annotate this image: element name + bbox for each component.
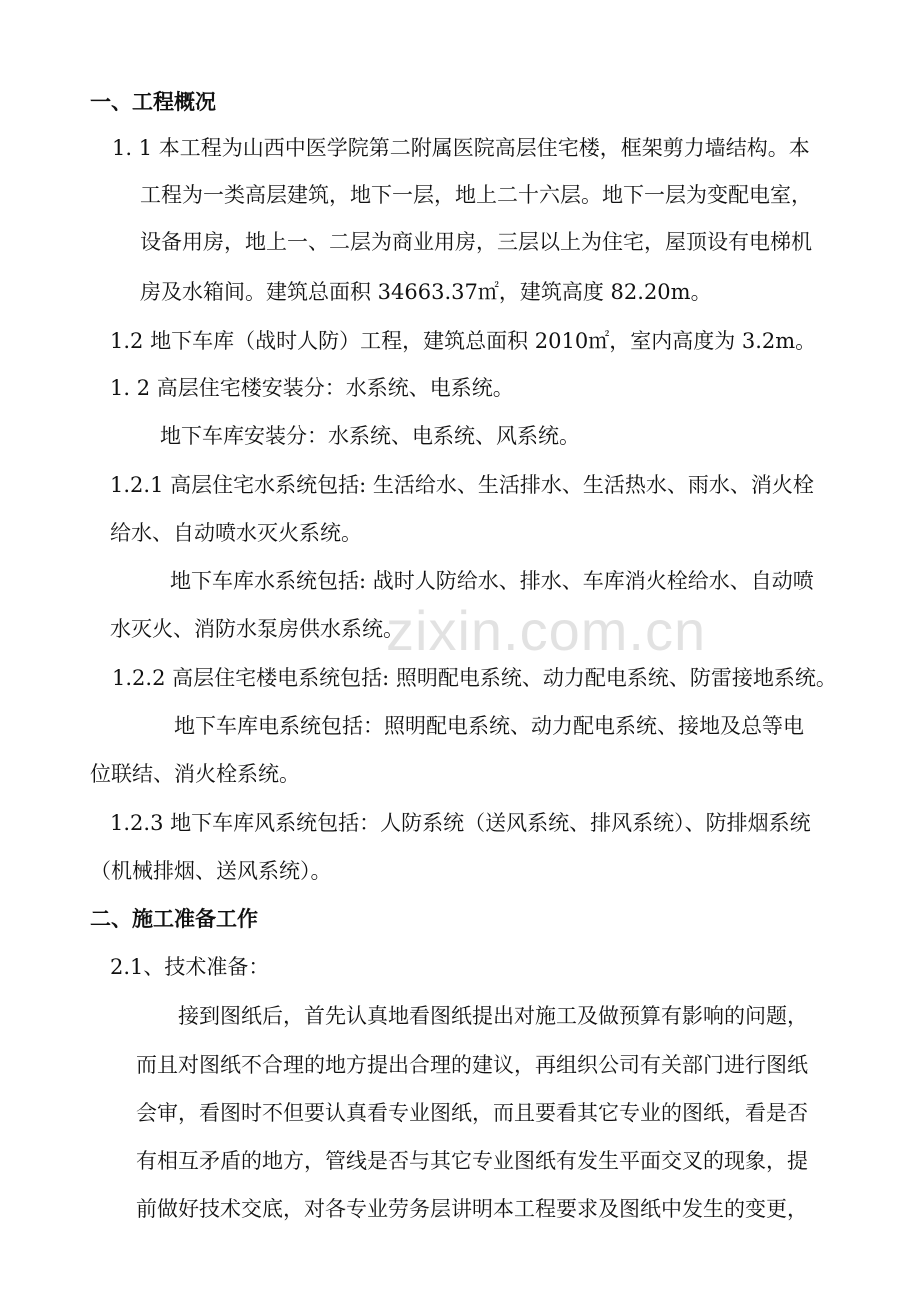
paragraph-line: 1.2 地下车库（战时人防）工程，建筑总面积 2010㎡，室内高度为 3.2m。 bbox=[110, 329, 817, 353]
paragraph-line: （机械排烟、送风系统）。 bbox=[90, 859, 332, 883]
paragraph-line: 设备用房，地上一、二层为商业用房，三层以上为住宅，屋顶设有电梯机 bbox=[140, 230, 812, 254]
paragraph-line: 1.2.2 高层住宅楼电系统包括: 照明配电系统、动力配电系统、防雷接地系统。 bbox=[112, 666, 837, 690]
paragraph-line: 地下车库电系统包括：照明配电系统、动力配电系统、接地及总等电 bbox=[174, 714, 804, 738]
subheading: 2.1、技术准备： bbox=[110, 955, 270, 979]
paragraph-line: 房及水箱间。建筑总面积 34663.37㎡，建筑高度 82.20m。 bbox=[140, 280, 712, 304]
paragraph-line: 而且对图纸不合理的地方提出合理的建议，再组织公司有关部门进行图纸 bbox=[136, 1053, 808, 1077]
paragraph-line: 水灭火、消防水泵房供水系统。 bbox=[110, 617, 404, 641]
section-heading-2: 二、施工准备工作 bbox=[90, 907, 258, 931]
paragraph-line: 1. 1 本工程为山西中医学院第二附属医院高层住宅楼，框架剪力墙结构。本 bbox=[112, 136, 810, 160]
section-heading-1: 一、工程概况 bbox=[90, 90, 216, 114]
paragraph-line: 有相互矛盾的地方，管线是否与其它专业图纸有发生平面交叉的现象，提 bbox=[136, 1149, 808, 1173]
paragraph-line: 会审，看图时不但要认真看专业图纸，而且要看其它专业的图纸，看是否 bbox=[136, 1101, 808, 1125]
paragraph-line: 工程为一类高层建筑，地下一层，地上二十六层。地下一层为变配电室， bbox=[140, 183, 812, 207]
paragraph-line: 1.2.3 地下车库风系统包括：人防系统（送风系统、排风系统）、防排烟系统 bbox=[110, 811, 811, 835]
watermark: zixin.com.cn bbox=[386, 599, 707, 662]
paragraph-line: 地下车库安装分：水系统、电系统、风系统。 bbox=[160, 424, 580, 448]
paragraph-line: 1.2.1 高层住宅水系统包括: 生活给水、生活排水、生活热水、雨水、消火栓 bbox=[110, 473, 814, 497]
paragraph-line: 前做好技术交底，对各专业劳务层讲明本工程要求及图纸中发生的变更， bbox=[136, 1197, 808, 1221]
paragraph-line: 位联结、消火栓系统。 bbox=[90, 762, 300, 786]
paragraph-line: 1. 2 高层住宅楼安装分：水系统、电系统。 bbox=[110, 376, 514, 400]
paragraph-line: 接到图纸后，首先认真地看图纸提出对施工及做预算有影响的问题， bbox=[178, 1004, 808, 1028]
paragraph-line: 给水、自动喷水灭火系统。 bbox=[110, 521, 362, 545]
paragraph-line: 地下车库水系统包括: 战时人防给水、排水、车库消火栓给水、自动喷 bbox=[170, 569, 814, 593]
